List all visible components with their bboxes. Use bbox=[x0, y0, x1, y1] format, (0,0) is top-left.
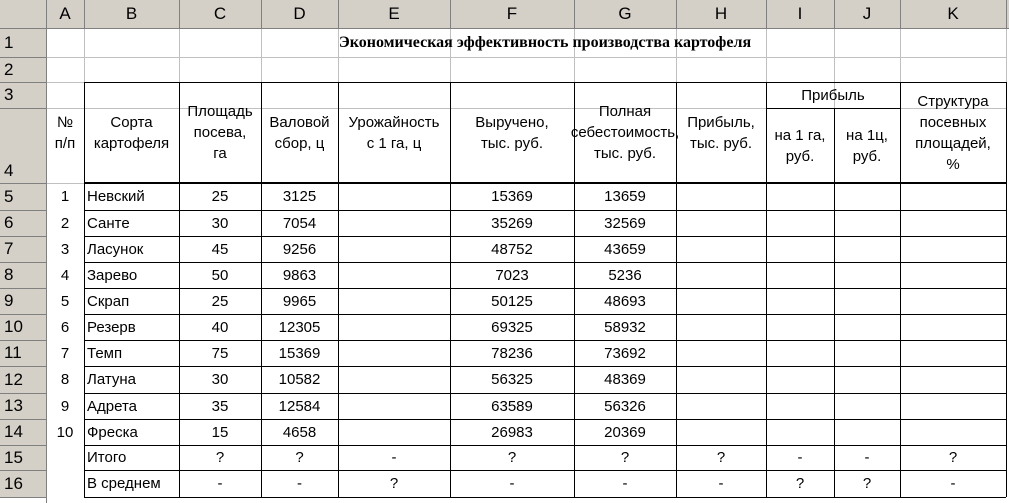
grid-line bbox=[0, 183, 46, 184]
grid-line bbox=[46, 57, 1006, 58]
row-header-8[interactable]: 8 bbox=[0, 262, 46, 288]
table-cell[interactable]: 48752 bbox=[491, 240, 533, 258]
table-cell[interactable] bbox=[766, 210, 834, 236]
table-cell[interactable]: 48369 bbox=[604, 371, 646, 388]
table-cell[interactable]: ? bbox=[389, 475, 399, 492]
variety-cell[interactable]: Скрап bbox=[87, 292, 130, 310]
table-cell[interactable]: 5236 bbox=[608, 266, 642, 284]
table-cell[interactable]: 50 bbox=[211, 266, 229, 284]
table-cell[interactable] bbox=[676, 262, 766, 288]
table-cell[interactable]: - bbox=[622, 475, 628, 492]
table-cell[interactable] bbox=[338, 393, 450, 419]
table-cell[interactable] bbox=[834, 340, 900, 366]
header-profit-group: Прибыль bbox=[801, 86, 865, 104]
grid-line bbox=[0, 366, 46, 367]
table-cell[interactable]: 30 bbox=[211, 371, 229, 388]
table-cell[interactable]: 35 bbox=[211, 397, 229, 415]
table-cell[interactable] bbox=[834, 314, 900, 340]
table-cell[interactable]: - bbox=[950, 475, 956, 492]
table-cell[interactable] bbox=[900, 393, 1006, 419]
table-cell[interactable]: 50125 bbox=[491, 292, 533, 310]
table-cell[interactable]: 3125 bbox=[282, 188, 317, 205]
table-cell[interactable]: 7023 bbox=[495, 266, 529, 284]
table-cell[interactable]: 56325 bbox=[491, 371, 533, 388]
table-cell[interactable] bbox=[834, 262, 900, 288]
grid-line bbox=[0, 445, 46, 446]
grid-line bbox=[261, 0, 262, 28]
header-area: Площадь посева, га bbox=[187, 103, 253, 162]
table-cell[interactable]: - bbox=[509, 475, 515, 492]
column-header-e[interactable]: E bbox=[338, 0, 450, 28]
table-cell[interactable] bbox=[900, 262, 1006, 288]
table-cell[interactable]: 5 bbox=[60, 292, 70, 310]
table-cell[interactable] bbox=[766, 366, 834, 393]
table-cell[interactable] bbox=[676, 393, 766, 419]
grid-line bbox=[0, 57, 46, 58]
table-cell[interactable] bbox=[900, 419, 1006, 445]
header-yield: Урожайность с 1 га, ц bbox=[348, 113, 440, 152]
header-cost: Полная себестоимость, тыс. руб. bbox=[570, 103, 680, 162]
table-cell[interactable]: 15369 bbox=[491, 188, 533, 205]
table-cell[interactable]: 4 bbox=[60, 266, 70, 284]
variety-cell[interactable]: В среднем bbox=[87, 475, 161, 492]
table-cell[interactable]: 30 bbox=[211, 214, 229, 232]
table-cell[interactable]: 12584 bbox=[278, 397, 321, 415]
table-cell[interactable]: 13659 bbox=[604, 188, 646, 205]
variety-cell[interactable]: Невский bbox=[87, 188, 145, 205]
grid-line bbox=[0, 497, 46, 498]
table-cell[interactable] bbox=[834, 366, 900, 393]
variety-cell[interactable]: Итого bbox=[87, 449, 127, 466]
table-cell[interactable]: ? bbox=[620, 449, 630, 466]
row-header-3[interactable]: 3 bbox=[0, 82, 46, 108]
table-cell[interactable]: 26983 bbox=[491, 423, 533, 441]
grid-line bbox=[450, 0, 451, 28]
table-cell[interactable] bbox=[676, 210, 766, 236]
table-cell[interactable]: ? bbox=[716, 449, 726, 466]
table-cell[interactable]: 12305 bbox=[278, 318, 321, 336]
table-cell[interactable]: 8 bbox=[60, 371, 70, 388]
table-cell[interactable] bbox=[338, 210, 450, 236]
table-cell[interactable]: ? bbox=[507, 449, 517, 466]
table-cell[interactable]: 58932 bbox=[604, 318, 646, 336]
table-cell[interactable] bbox=[338, 183, 450, 210]
table-cell[interactable]: 56326 bbox=[604, 397, 646, 415]
column-header-c[interactable]: C bbox=[179, 0, 261, 28]
table-cell[interactable]: 7054 bbox=[282, 214, 317, 232]
table-cell[interactable] bbox=[900, 340, 1006, 366]
table-cell[interactable]: 15369 bbox=[278, 344, 321, 362]
grid-line bbox=[0, 419, 46, 420]
table-cell[interactable] bbox=[900, 183, 1006, 210]
header-per-c: на 1ц, руб. bbox=[846, 126, 888, 165]
table-cell[interactable]: 35269 bbox=[491, 214, 533, 232]
table-cell[interactable] bbox=[338, 236, 450, 262]
grid-line bbox=[338, 0, 339, 28]
table-cell[interactable]: 9965 bbox=[282, 292, 317, 310]
table-cell[interactable] bbox=[834, 183, 900, 210]
table-cell[interactable] bbox=[834, 210, 900, 236]
variety-cell[interactable]: Ласунок bbox=[87, 240, 144, 258]
variety-cell[interactable]: Адрета bbox=[87, 397, 137, 415]
table-cell[interactable]: - bbox=[297, 475, 302, 492]
table-cell[interactable] bbox=[766, 419, 834, 445]
grid-line bbox=[0, 262, 46, 263]
grid-line bbox=[766, 0, 767, 28]
table-cell[interactable]: 9 bbox=[60, 397, 70, 415]
table-cell[interactable] bbox=[338, 366, 450, 393]
column-header-b[interactable]: B bbox=[84, 0, 179, 28]
column-header-f[interactable]: F bbox=[450, 0, 574, 28]
header-num: № п/п bbox=[54, 113, 76, 152]
row-header-11[interactable]: 11 bbox=[0, 340, 46, 366]
grid-line bbox=[179, 0, 180, 28]
grid-line bbox=[676, 0, 677, 28]
table-cell[interactable] bbox=[900, 366, 1006, 393]
table-cell[interactable]: ? bbox=[862, 475, 872, 492]
header-gross: Валовой сбор, ц bbox=[269, 113, 330, 152]
grid-line bbox=[0, 82, 46, 83]
table-cell[interactable]: 78236 bbox=[491, 344, 533, 362]
grid-line bbox=[0, 108, 46, 109]
column-header-h[interactable]: H bbox=[676, 0, 766, 28]
grid-line bbox=[84, 0, 85, 28]
table-cell[interactable]: 2 bbox=[60, 214, 70, 232]
header-structure: Структура посевных площадей, % bbox=[915, 92, 991, 173]
column-header-d[interactable]: D bbox=[261, 0, 338, 28]
column-header-a[interactable]: A bbox=[46, 0, 84, 28]
header-per-ha: на 1 га, руб. bbox=[774, 126, 826, 165]
variety-cell[interactable]: Латуна bbox=[87, 371, 137, 388]
table-cell[interactable]: ? bbox=[215, 449, 225, 466]
table-cell[interactable]: 4658 bbox=[282, 423, 317, 441]
variety-cell[interactable]: Фреска bbox=[87, 423, 138, 441]
table-cell[interactable] bbox=[676, 366, 766, 393]
row-header-5[interactable]: 5 bbox=[0, 183, 46, 210]
table-cell[interactable]: 48693 bbox=[604, 292, 646, 310]
table-cell[interactable]: - bbox=[864, 449, 870, 466]
table-cell[interactable]: - bbox=[718, 475, 724, 492]
table-cell[interactable] bbox=[676, 183, 766, 210]
grid-line bbox=[0, 314, 46, 315]
table-cell[interactable]: 75 bbox=[211, 344, 229, 362]
grid-line bbox=[0, 288, 46, 289]
table-cell[interactable]: 7 bbox=[60, 344, 70, 362]
table-cell[interactable] bbox=[834, 419, 900, 445]
table-cell[interactable] bbox=[766, 340, 834, 366]
table-cell[interactable] bbox=[766, 236, 834, 262]
table-cell[interactable] bbox=[766, 314, 834, 340]
table-cell[interactable] bbox=[834, 288, 900, 314]
grid-line bbox=[0, 340, 46, 341]
table-cell[interactable] bbox=[338, 419, 450, 445]
table-cell[interactable]: 40 bbox=[211, 318, 229, 336]
variety-cell[interactable]: Зарево bbox=[87, 266, 138, 284]
table-cell[interactable] bbox=[338, 262, 450, 288]
table-cell[interactable] bbox=[46, 470, 84, 497]
table-cell[interactable] bbox=[834, 393, 900, 419]
row-header-2[interactable]: 2 bbox=[0, 57, 46, 82]
table-cell[interactable]: - bbox=[391, 449, 397, 466]
table-cell[interactable] bbox=[900, 288, 1006, 314]
row-header-16[interactable]: 16 bbox=[0, 470, 46, 497]
table-cell[interactable]: 10582 bbox=[278, 371, 321, 388]
grid-line bbox=[1006, 82, 1007, 497]
variety-cell[interactable]: Санте bbox=[87, 214, 130, 232]
table-cell[interactable]: - bbox=[797, 449, 803, 466]
select-all-corner[interactable] bbox=[0, 0, 46, 28]
table-cell[interactable]: 32569 bbox=[604, 214, 646, 232]
table-cell[interactable]: 20369 bbox=[604, 423, 646, 441]
grid-line bbox=[834, 0, 835, 28]
table-cell[interactable] bbox=[676, 236, 766, 262]
table-cell[interactable]: 45 bbox=[211, 240, 229, 258]
table-cell[interactable] bbox=[900, 236, 1006, 262]
table-cell[interactable]: 6 bbox=[60, 318, 70, 336]
table-cell[interactable] bbox=[766, 183, 834, 210]
row-header-4[interactable]: 4 bbox=[0, 108, 46, 183]
table-cell[interactable]: 25 bbox=[211, 292, 229, 310]
table-cell[interactable]: 15 bbox=[211, 423, 229, 441]
row-header-15[interactable]: 15 bbox=[0, 445, 46, 470]
table-cell[interactable] bbox=[338, 314, 450, 340]
column-header-j[interactable]: J bbox=[834, 0, 900, 28]
table-cell[interactable] bbox=[766, 393, 834, 419]
row-header-14[interactable]: 14 bbox=[0, 419, 46, 445]
table-cell[interactable]: 69325 bbox=[491, 318, 533, 336]
row-header-10[interactable]: 10 bbox=[0, 314, 46, 340]
table-cell[interactable]: 25 bbox=[211, 188, 229, 205]
table-cell[interactable]: ? bbox=[295, 449, 304, 466]
grid-line bbox=[84, 497, 1006, 498]
grid-line bbox=[0, 393, 46, 394]
table-cell[interactable]: ? bbox=[795, 475, 805, 492]
table-cell[interactable] bbox=[676, 340, 766, 366]
table-cell[interactable]: 10 bbox=[56, 423, 74, 441]
column-header-g[interactable]: G bbox=[574, 0, 676, 28]
table-cell[interactable] bbox=[834, 236, 900, 262]
table-cell[interactable]: 3 bbox=[60, 240, 70, 258]
row-header-1[interactable]: 1 bbox=[0, 28, 46, 57]
row-header-12[interactable]: 12 bbox=[0, 366, 46, 393]
header-variety: Сорта картофеля bbox=[93, 113, 170, 152]
table-cell[interactable]: 73692 bbox=[604, 344, 646, 362]
grid-line bbox=[0, 470, 46, 471]
header-revenue: Выручено, тыс. руб. bbox=[475, 113, 549, 152]
column-header-k[interactable]: K bbox=[900, 0, 1006, 28]
page-title: Экономическая эффективность производства картофеля bbox=[338, 34, 752, 51]
grid-line bbox=[0, 210, 46, 211]
grid-line bbox=[900, 0, 901, 28]
row-header-7[interactable]: 7 bbox=[0, 236, 46, 262]
table-cell[interactable]: 1 bbox=[60, 188, 70, 205]
variety-cell[interactable]: Темп bbox=[87, 344, 123, 362]
table-cell[interactable] bbox=[46, 445, 84, 470]
table-cell[interactable] bbox=[676, 288, 766, 314]
grid-line bbox=[574, 0, 575, 28]
header-profit: Прибыль, тыс. руб. bbox=[687, 113, 755, 152]
table-cell[interactable] bbox=[900, 314, 1006, 340]
row-header-9[interactable]: 9 bbox=[0, 288, 46, 314]
table-cell[interactable]: ? bbox=[948, 449, 958, 466]
table-cell[interactable]: 9256 bbox=[282, 240, 317, 258]
table-cell[interactable] bbox=[676, 314, 766, 340]
row-header-13[interactable]: 13 bbox=[0, 393, 46, 419]
table-cell[interactable]: 63589 bbox=[491, 397, 533, 415]
table-cell[interactable]: 43659 bbox=[604, 240, 646, 258]
column-header-i[interactable]: I bbox=[766, 0, 834, 28]
grid-line bbox=[1006, 0, 1007, 28]
table-cell[interactable] bbox=[676, 419, 766, 445]
table-cell[interactable] bbox=[338, 340, 450, 366]
variety-cell[interactable]: Резерв bbox=[87, 318, 136, 336]
row-header-6[interactable]: 6 bbox=[0, 210, 46, 236]
grid-line bbox=[0, 236, 46, 237]
table-cell[interactable]: 9863 bbox=[282, 266, 317, 284]
table-cell[interactable]: - bbox=[217, 475, 223, 492]
table-cell[interactable] bbox=[900, 210, 1006, 236]
table-cell[interactable] bbox=[766, 288, 834, 314]
table-cell[interactable] bbox=[766, 262, 834, 288]
table-cell[interactable] bbox=[338, 288, 450, 314]
